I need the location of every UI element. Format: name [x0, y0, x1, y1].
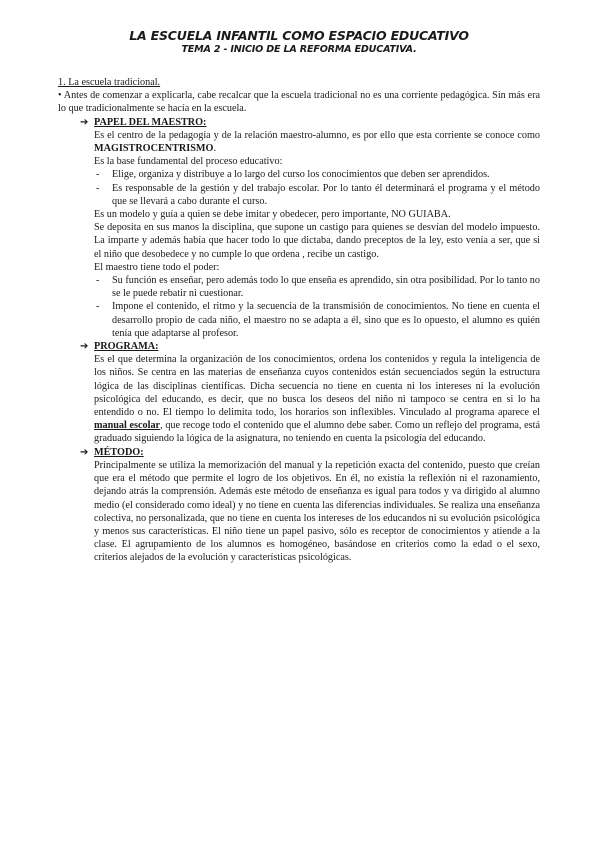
dash-bullet-icon: -	[96, 275, 100, 287]
metodo-paragraph: Principalmente se utiliza la memorización del manual y la repetición exacta del contenido, puesto que creían que era el método que permite el logro de los objetivos. En él, no existía la reflexión ni el razonamiento, dejando atrás la comprensión. Además este método de enseñanza es igual para todos y va dirigido al alumno medio (el considerado como ideal) y no tiene en cuenta las diferencias individuales. Se realiza una enseñanza colectiva, no personalizada, que no tiene en cuenta los intereses de los educandos ni su evolución psicológica y menos sus características. El niño tiene un papel pasivo, sólo es receptor de conocimientos y atiende a la clase. El agrupamiento de los alumnos es homogéneo, basándose en criterios como la edad o el sexo, criterios alejados de la evolución y características psicológicas.	[94, 459, 540, 564]
section-intro: • Antes de comenzar a explicarla, cabe recalcar que la escuela tradicional no es una corriente pedagógica. Sin más era lo que tradicionalmente se hacía en la escuela.	[58, 90, 540, 115]
poder-list	[58, 274, 540, 340]
list-item	[94, 168, 540, 181]
metodo-heading-label: MÉTODO:	[94, 446, 144, 458]
list-item-text: Impone el contenido, el ritmo y la secuencia de la transmisión de conocimientos. No tiene en cuenta el desarrollo propio de cada niño, el maestro no se adapta a él, sino que es lo opuesto, el alumno es quién tenía que adaptarse al profesor.	[112, 301, 540, 339]
arrow-right-icon: ➔	[80, 341, 89, 353]
base-intro: Es la base fundamental del proceso educativo:	[94, 156, 283, 168]
list-item-text: Su función es enseñar, pero además todo lo que enseña es aprendido, sin otra posibilidad. Por lo tanto no se le puede rebatir ni cuestionar.	[112, 275, 540, 300]
metodo-heading	[80, 446, 540, 459]
poder-intro: El maestro tiene todo el poder:	[94, 261, 220, 273]
arrow-right-icon: ➔	[80, 446, 89, 458]
programa-paragraph	[94, 353, 540, 445]
list-item-text: Es responsable de la gestión y del trabajo escolar. Por lo tanto él determinará el programa y el método que se llevará a cabo durante el curso.	[112, 182, 540, 207]
list-item	[94, 274, 540, 300]
programa-heading	[80, 340, 540, 353]
programa-text: Es el que determina la organización de los conocimientos, ordena los contenidos y regula la inteligencia de los niños. Se centra en las materias de enseñanza cuyos contenidos están secuenciados según la estructura lógica de las disciplinas científicas. Dicha secuencia no tiene en cuenta ni los intereses ni la evolución psicológica del educando, es decir, que no busca los deseos del niño ni tampoco se centra en si lo ha entendido o no. El tiempo lo delimita todo, los horarios son inflexibles. Vinculado al programa aparece el	[94, 354, 540, 419]
dash-bullet-icon: -	[96, 182, 100, 194]
magistrocentrismo-term: MAGISTROCENTRISMO	[94, 143, 214, 155]
manual-escolar-term: manual escolar	[94, 420, 161, 432]
maestro-paragraph	[94, 129, 540, 155]
disciplina-paragraph: Se deposita en sus manos la disciplina, que supone un castigo para quienes se desvían del modelo impuesto. La imparte y además había que hacer todo lo que dictaba, dando preceptos de la ley, esto venía a ser, que si el niño que desobedece y no cumple lo que ordena , recibe un castigo.	[94, 222, 540, 260]
maestro-heading	[80, 116, 540, 129]
programa-heading-label: PROGRAMA:	[94, 341, 159, 353]
maestro-heading-label: PAPEL DEL MAESTRO:	[94, 116, 207, 128]
modelo-paragraph: Es un modelo y guía a quien se debe imitar y obedecer, pero importante, NO GUIABA.	[94, 209, 451, 221]
arrow-right-icon: ➔	[80, 116, 89, 128]
programa-text-end: , que recoge todo el contenido que el alumno debe saber. Como un reflejo del programa, está graduado siguiendo la lógica de la asignatura, no teniendo en cuenta la psicología del educando.	[94, 420, 540, 445]
section-heading: 1. La escuela tradicional.	[58, 77, 161, 88]
document-title: LA ESCUELA INFANTIL COMO ESPACIO EDUCATIVO	[129, 28, 469, 43]
maestro-text-end: .	[213, 143, 216, 155]
base-list	[58, 168, 540, 208]
dash-bullet-icon: -	[96, 169, 100, 181]
list-item	[94, 300, 540, 340]
maestro-text: Es el centro de la pedagogía y de la relación maestro-alumno, es por ello que esta corriente se conoce como	[94, 129, 540, 141]
list-item	[94, 182, 540, 208]
dash-bullet-icon: -	[96, 301, 100, 313]
document-subtitle: TEMA 2 - INICIO DE LA REFORMA EDUCATIVA.	[181, 44, 417, 55]
list-item-text: Elige, organiza y distribuye a lo largo del curso los conocimientos que deben ser aprendidos.	[112, 169, 490, 181]
